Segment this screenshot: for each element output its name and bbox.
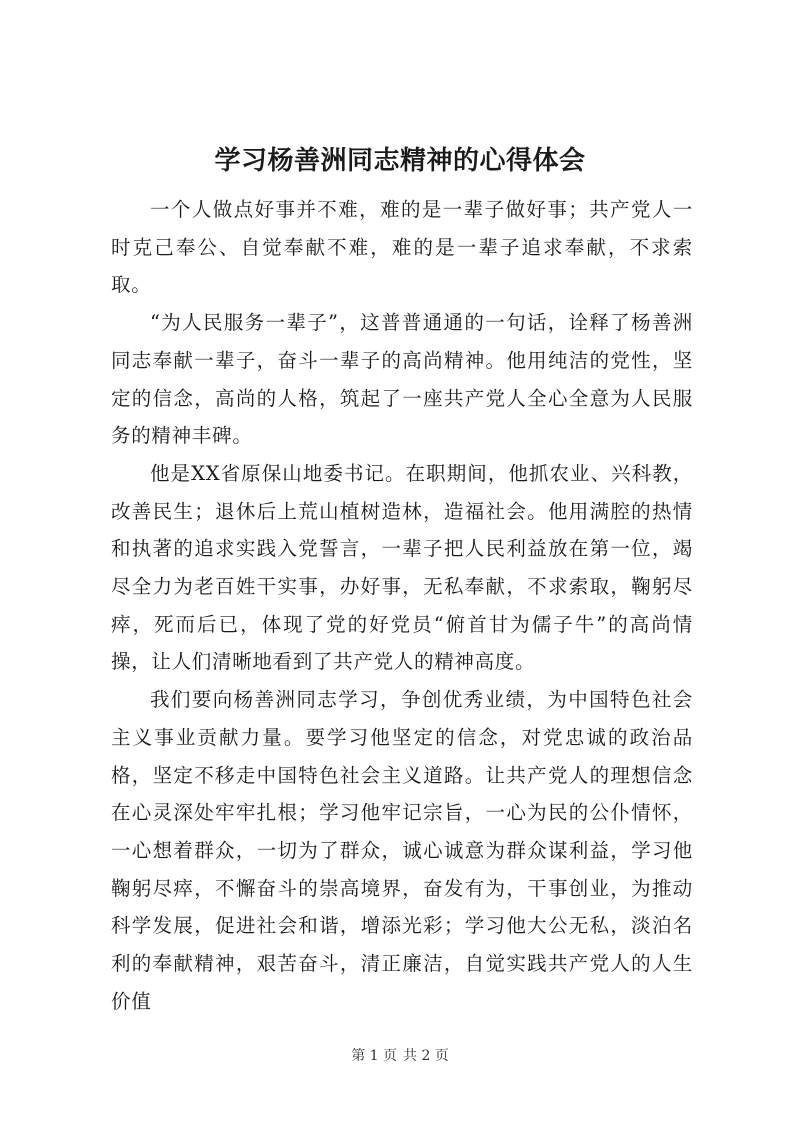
page-number-current: 第 1 页: [351, 1048, 397, 1064]
paragraph-1: 一个人做点好事并不难，难的是一辈子做好事；共产党人一时克己奉公、自觉奉献不难，难的是一辈子追求奉献，不求索取。: [111, 198, 693, 297]
document-body: [111, 191, 693, 1020]
paragraph-4: 我们要向杨善洲同志学习，争创优秀业绩，为中国特色社会主义事业贡献力量。要学习他坚定的信念，对党忠诚的政治品格，坚定不移走中国特色社会主义道路。让共产党人的理想信念在心灵深处牢牢扎根；学习他牢记宗旨，一心为民的公仆情怀，一心想着群众，一切为了群众，诚心诚意为群众谋利益，学习他鞠躬尽瘁，不懈奋斗的崇高境界，奋发有为，干事创业，为推动科学发展，促进社会和谐，增添光彩；学习他大公无私，淡泊名利的奉献精神，艰苦奋斗，清正廉洁，自觉实践共产党人的人生价值: [111, 688, 693, 1013]
page-title: 学习杨善洲同志精神的心得体会: [214, 146, 586, 176]
paragraph-2: “为人民服务一辈子”，这普普通通的一句话，诠释了杨善洲同志奉献一辈子，奋斗一辈子的高尚精神。他用纯洁的党性，坚定的信念，高尚的人格，筑起了一座共产党人全心全意为人民服务的精神丰碑。: [111, 311, 693, 448]
page-footer: [0, 1047, 800, 1065]
paragraph-3: 他是XX省原保山地委书记。在职期间，他抓农业、兴科教，改善民生；退休后上荒山植树造林，造福社会。他用满腔的热情和执著的追求实践入党誓言，一辈子把人民利益放在第一位，竭尽全力为老百姓干实事，办好事，无私奉献，不求索取，鞠躬尽瘁，死而后已，体现了党的好党员“俯首甘为儒子牛”的高尚情操，让人们清晰地看到了共产党人的精神高度。: [111, 461, 693, 674]
page-number-total: 共 2 页: [403, 1048, 449, 1064]
